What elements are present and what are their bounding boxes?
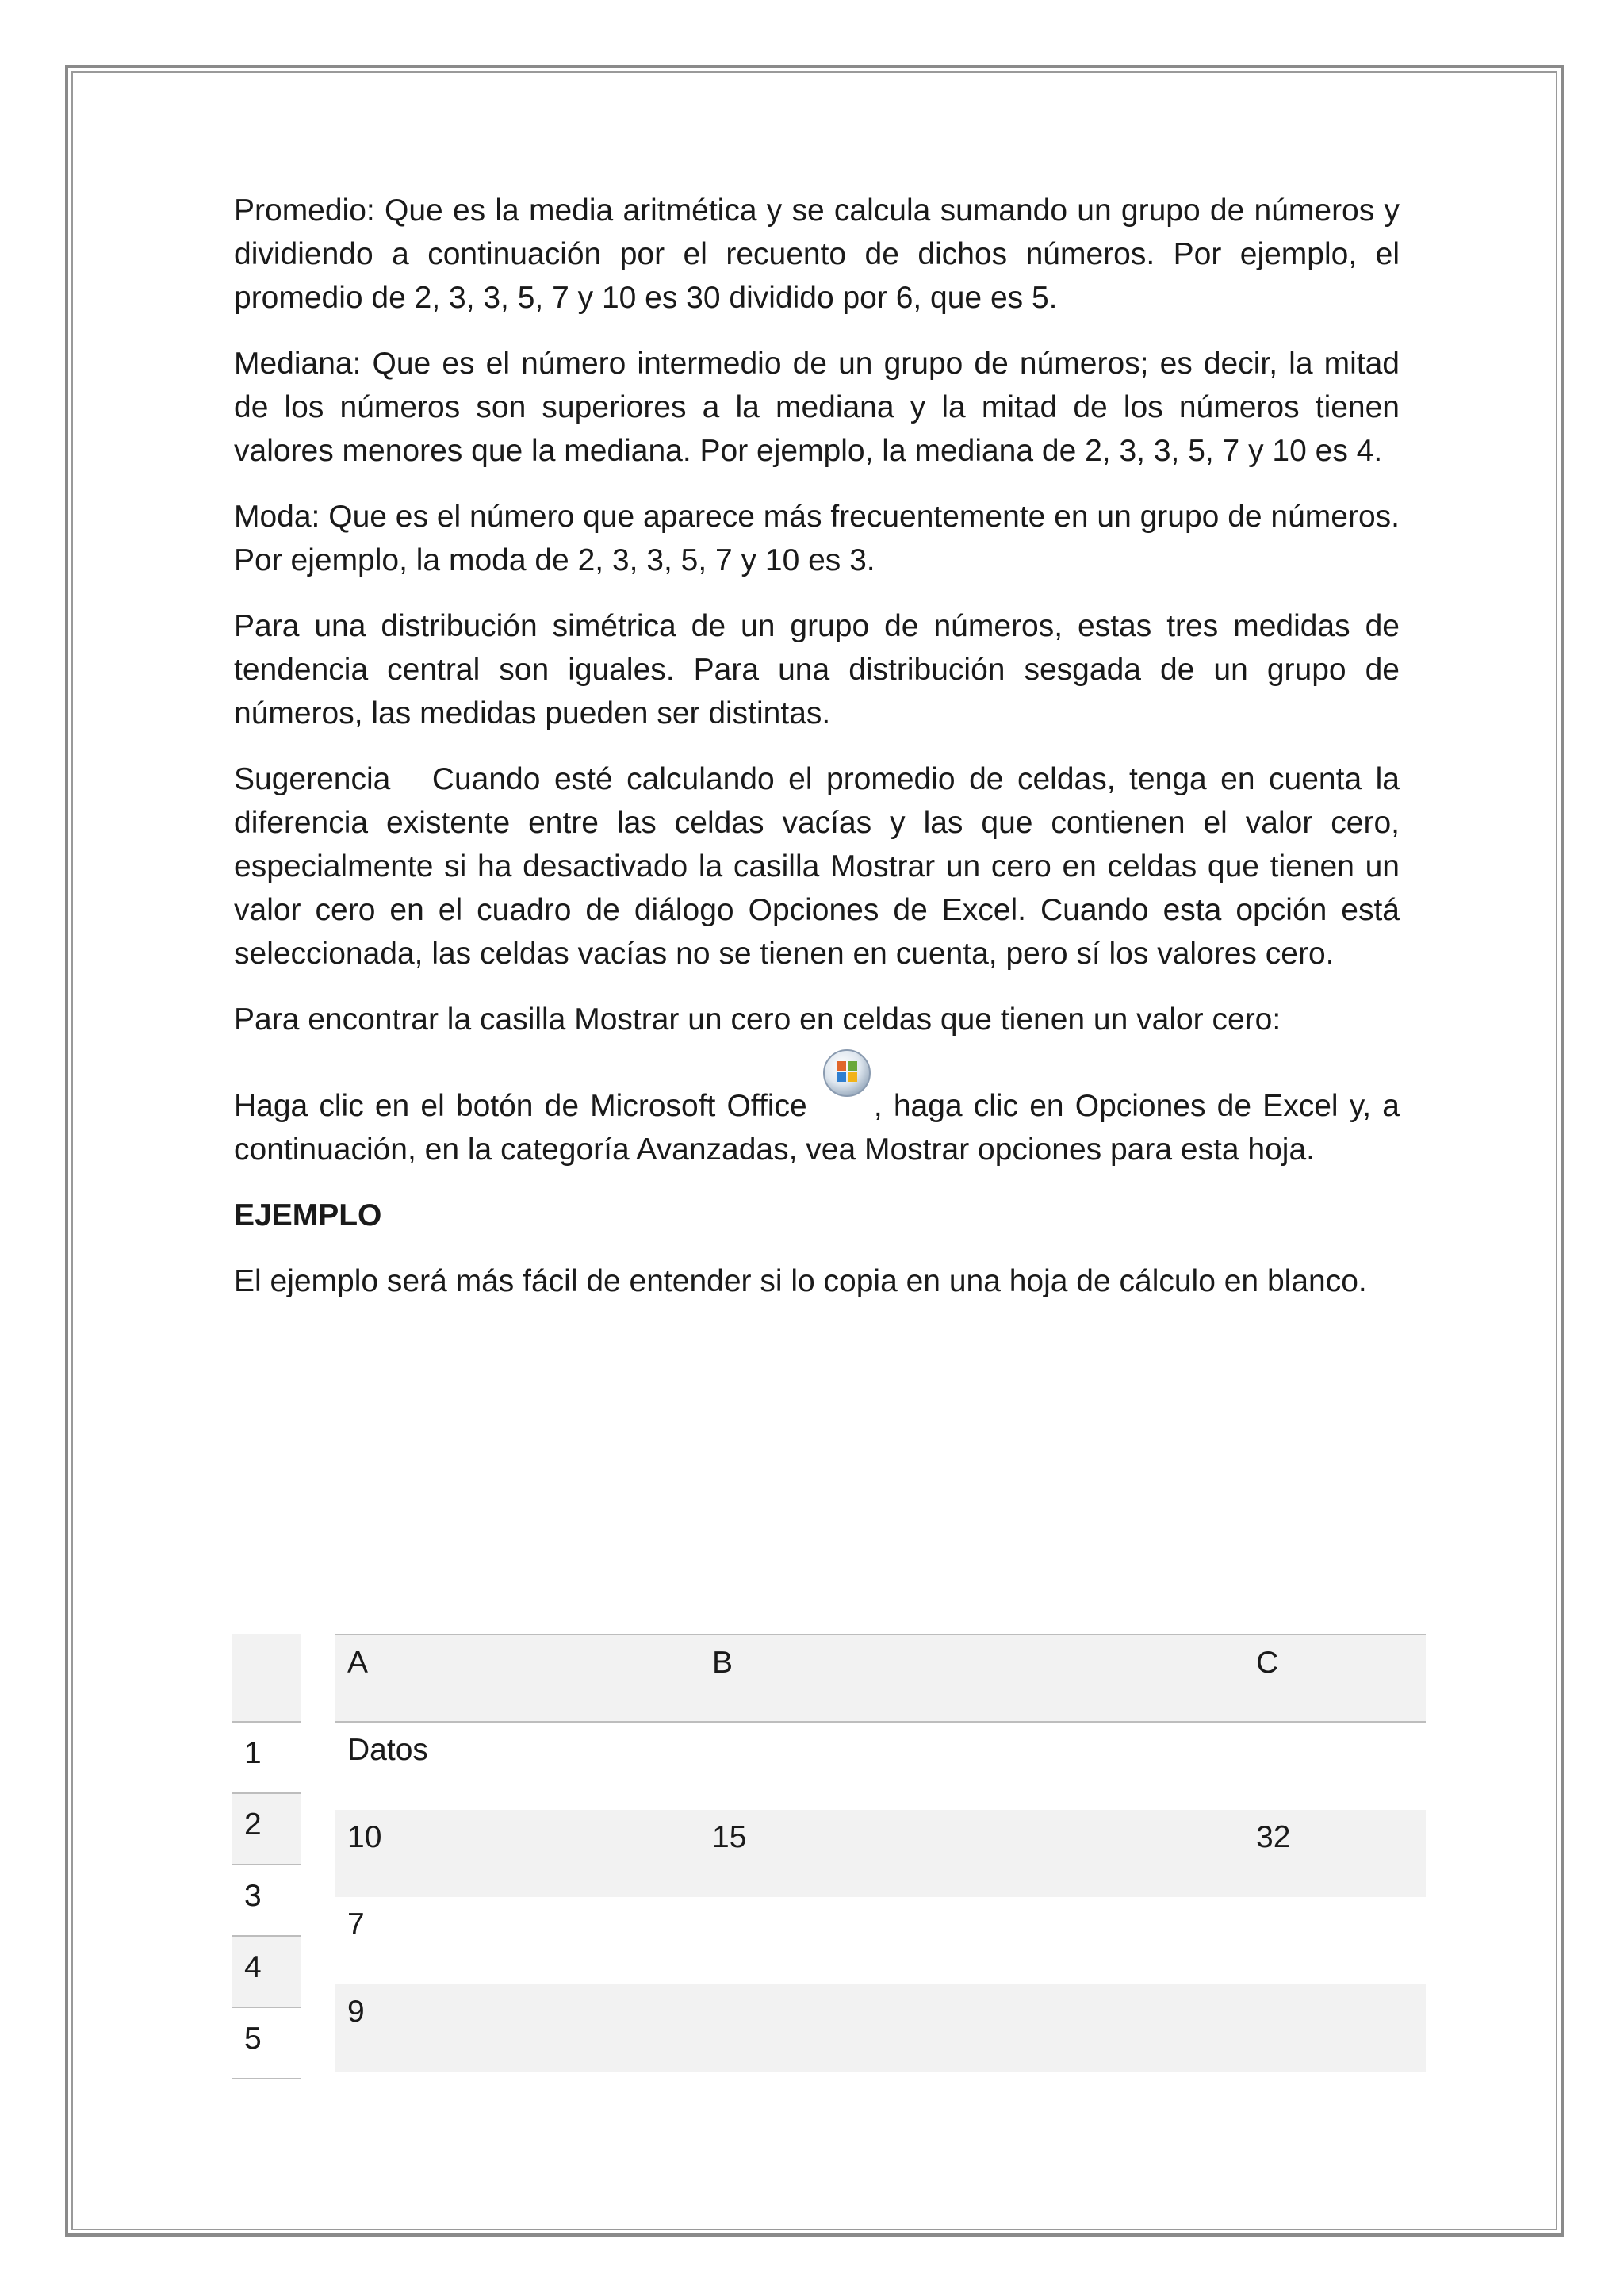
table-header-row	[335, 1634, 1426, 1723]
row-number-3: 3	[232, 1865, 301, 1937]
row-number-header	[232, 1634, 301, 1723]
table-cell: 10	[347, 1820, 382, 1854]
column-header-a: A	[347, 1646, 369, 1680]
paragraph-distribucion: Para una distribución simétrica de un grupo de números, estas tres medidas de tendencia central son iguales. Para una distribución sesgada de un grupo de números, las medidas pueden ser distintas.	[234, 609, 1400, 730]
paragraph-encontrar: Para encontrar la casilla Mostrar un cero en celdas que tienen un valor cero:	[234, 1002, 1281, 1037]
paragraph-sugerencia: Sugerencia Cuando esté calculando el promedio de celdas, tenga en cuenta la diferencia existente entre las celdas vacías y las que contienen el valor cero, especialmente si ha desactivado la casilla Mostrar un cero en celdas que tienen un valor cero en el cuadro de diálogo Opciones de Excel. Cuando esta opción está seleccionada, las celdas vacías no se tienen en cuenta, pero sí los valores cero.	[234, 762, 1408, 971]
table-cell: 32	[1256, 1820, 1291, 1854]
example-table	[335, 1634, 1426, 2072]
paragraph-haga-clic	[234, 1070, 1400, 1171]
row-number-1: 1	[232, 1723, 301, 1794]
paragraph-mediana: Mediana: Que es el número intermedio de un grupo de números; es decir, la mitad de los números son superiores a la mediana y la mitad de los números tienen valores menores que la mediana. Por ejemplo, la mediana de 2, 3, 3, 5, 7 y 10 es 4.	[234, 347, 1400, 468]
table-row	[335, 1897, 1426, 1984]
table-row	[335, 1723, 1426, 1810]
ejemplo-heading: EJEMPLO	[234, 1198, 382, 1232]
column-header-c: C	[1256, 1646, 1279, 1680]
table-row	[335, 1984, 1426, 2072]
paragraph-promedio: Promedio: Que es la media aritmética y se calcula sumando un grupo de números y dividiendo a continuación por el recuento de dichos números. Por ejemplo, el promedio de 2, 3, 3, 5, 7 y 10 es 30 dividido por 6, que es 5.	[234, 194, 1400, 315]
haga-clic-text-before: Haga clic en el botón de Microsoft Office	[234, 1089, 818, 1123]
table-cell: Datos	[347, 1733, 428, 1767]
document-body	[234, 189, 1408, 1325]
haga-clic-text-after: , haga clic en Opciones de Excel y, a continuación, en la categoría Avanzadas, vea Mostrar opciones para esta hoja.	[234, 1089, 1400, 1167]
paragraph-moda: Moda: Que es el número que aparece más frecuentemente en un grupo de números. Por ejemplo, la moda de 2, 3, 3, 5, 7 y 10 es 3.	[234, 500, 1400, 577]
table-cell: 15	[712, 1820, 747, 1854]
row-number-2: 2	[232, 1794, 301, 1865]
table-row	[335, 1810, 1426, 1897]
row-number-5: 5	[232, 2008, 301, 2079]
table-cell: 7	[347, 1907, 365, 1941]
row-number-column	[232, 1634, 301, 2079]
table-cell: 9	[347, 1995, 365, 2029]
row-number-4: 4	[232, 1937, 301, 2008]
microsoft-office-button-icon	[822, 1048, 872, 1098]
column-header-b: B	[712, 1646, 733, 1680]
paragraph-ejemplo: El ejemplo será más fácil de entender si lo copia en una hoja de cálculo en blanco.	[234, 1264, 1367, 1298]
